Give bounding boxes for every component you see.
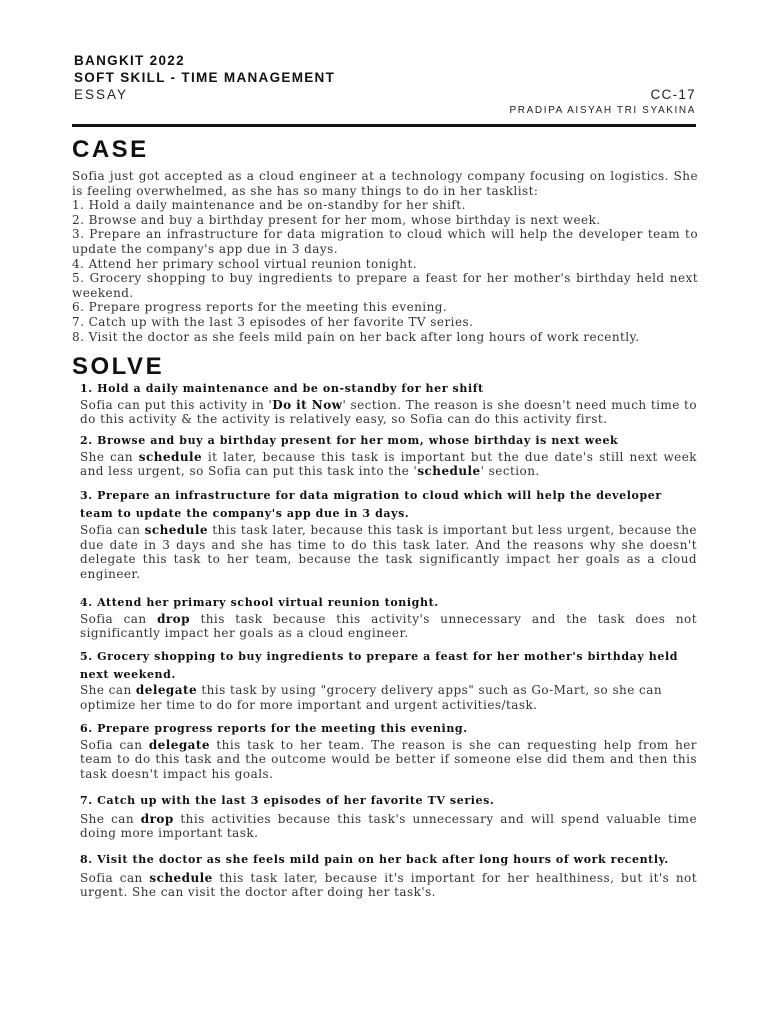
solve-item-title: 7. Catch up with the last 3 episodes of her favorite TV series. bbox=[80, 794, 495, 807]
header-doc-type: ESSAY bbox=[74, 87, 129, 102]
solve-item-title: 4. Attend her primary school virtual reunion tonight. bbox=[80, 596, 439, 609]
header-divider bbox=[72, 124, 696, 127]
header-program: BANGKIT 2022 bbox=[74, 53, 185, 68]
decision-keyword: Do it Now bbox=[272, 397, 343, 412]
case-task: 5. Grocery shopping to buy ingredients to prepare a feast for her mother's birthday held next weekend. bbox=[72, 271, 698, 300]
case-task: 4. Attend her primary school virtual reunion tonight. bbox=[72, 256, 418, 271]
decision-keyword: delegate bbox=[135, 683, 198, 697]
case-text bbox=[72, 169, 698, 344]
decision-keyword: delegate bbox=[148, 737, 210, 752]
solve-item-text: Sofia can put this activity in 'Do it Now' section. The reason is she doesn't need much time to do this activity & the activity is relatively easy, so Sofia can do this activity first. bbox=[80, 397, 697, 427]
decision-keyword: schedule bbox=[417, 464, 481, 479]
solve-item-text: She can delegate this task by using "grocery delivery apps" such as Go-Mart, so she can optimize her time to do for more important and urgent activities/task. bbox=[80, 683, 663, 712]
solve-item-title: 6. Prepare progress reports for the meeting this evening. bbox=[80, 722, 468, 735]
case-intro: Sofia just got accepted as a cloud engineer at a technology company focusing on logistics. She is feeling overwhelmed, as she has so many things to do in her tasklist: bbox=[72, 169, 698, 198]
solve-item-text: Sofia can schedule this task later, because this task is important but less urgent, because the due date in 3 days and she has time to do this task later. And the reasons why she doesn't delegate this task to her team, because the task significantly impact her goals as a cloud engineer. bbox=[80, 523, 697, 581]
solve-item-text: Sofia can drop this task because this activity's unnecessary and the task does not significantly impact her goals as a cloud engineer. bbox=[80, 611, 697, 641]
solve-item-title: 2. Browse and buy a birthday present for her mom, whose birthday is next week bbox=[80, 434, 619, 447]
solve-item-title: 5. Grocery shopping to buy ingredients to prepare a feast for her mother's birthday held next weekend. bbox=[80, 650, 679, 681]
header-subject: SOFT SKILL - TIME MANAGEMENT bbox=[74, 70, 336, 85]
header-author: PRADIPA AISYAH TRI SYAKINA bbox=[509, 105, 696, 116]
solve-item-title: 8. Visit the doctor as she feels mild pain on her back after long hours of work recently. bbox=[80, 853, 669, 866]
solve-item-title: 1. Hold a daily maintenance and be on-standby for her shift bbox=[80, 382, 484, 395]
solve-item-text: Sofia can schedule this task later, because it's important for her healthiness, but it's not urgent. She can visit the doctor after doing her task's. bbox=[80, 870, 697, 900]
decision-keyword: drop bbox=[140, 811, 174, 826]
case-task: 3. Prepare an infrastructure for data migration to cloud which will help the developer team to update the company's app due in 3 days. bbox=[72, 227, 698, 256]
solve-item bbox=[80, 792, 697, 841]
solve-item-text: She can drop this activities because this task's unnecessary and will spend valuable time doing more important task. bbox=[80, 811, 697, 841]
solve-item bbox=[80, 648, 697, 712]
decision-keyword: schedule bbox=[149, 870, 213, 885]
solve-item-title: 3. Prepare an infrastructure for data migration to cloud which will help the developer team to update the company's app due in 3 days. bbox=[80, 489, 662, 520]
solve-item bbox=[80, 380, 697, 427]
decision-keyword: schedule bbox=[138, 449, 203, 464]
decision-keyword: schedule bbox=[144, 523, 208, 537]
case-task: 7. Catch up with the last 3 episodes of her favorite TV series. bbox=[72, 314, 474, 329]
solve-item-text: She can schedule it later, because this task is important but the due date's still next week and less urgent, so Sofia can put this task into the 'schedule' section. bbox=[80, 449, 697, 479]
decision-keyword: drop bbox=[157, 611, 190, 626]
solve-heading: SOLVE bbox=[72, 353, 165, 380]
solve-item-text: Sofia can delegate this task to her team. The reason is she can requesting help from her team to do this task and the outcome would be better if someone else did them and then this task doesn't impact his goals. bbox=[80, 737, 697, 781]
case-task: 1. Hold a daily maintenance and be on-standby for her shift. bbox=[72, 198, 466, 213]
solve-item bbox=[80, 487, 697, 581]
solve-item bbox=[80, 720, 697, 781]
case-task: 2. Browse and buy a birthday present for her mom, whose birthday is next week. bbox=[72, 212, 601, 227]
case-task: 6. Prepare progress reports for the meeting this evening. bbox=[72, 300, 448, 315]
case-task: 8. Visit the doctor as she feels mild pain on her back after long hours of work recently. bbox=[72, 329, 640, 344]
solve-item bbox=[80, 432, 697, 479]
case-heading: CASE bbox=[72, 136, 149, 163]
solve-item bbox=[80, 851, 697, 900]
solve-item bbox=[80, 594, 697, 641]
header-code: CC-17 bbox=[650, 87, 696, 102]
